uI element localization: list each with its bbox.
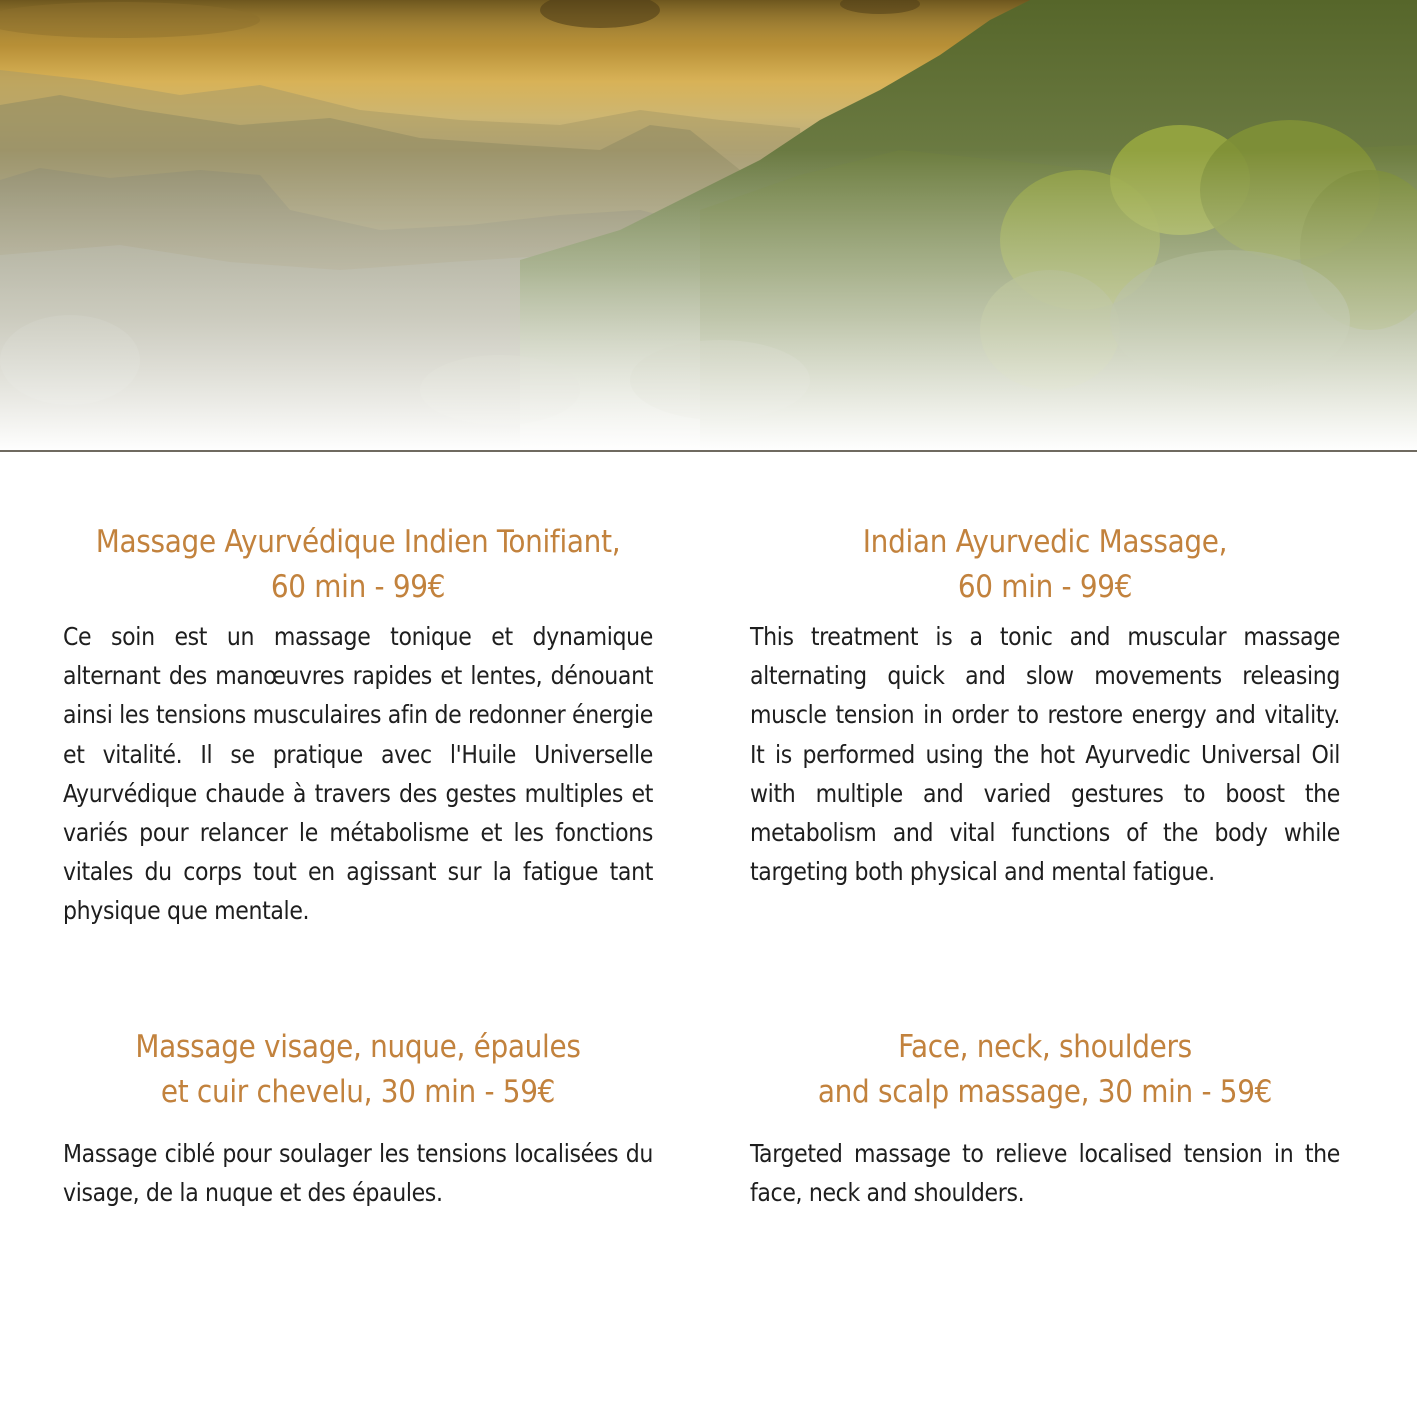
treatment-title-line1: Massage Ayurvédique Indien Tonifiant, [95, 524, 621, 560]
treatment-block-en-face-neck [750, 1025, 1340, 1212]
mountain-landscape-illustration [0, 0, 1417, 452]
treatment-title-line1: Indian Ayurvedic Massage, [862, 524, 1228, 560]
treatment-title [63, 1025, 653, 1115]
treatment-description: Massage ciblé pour soulager les tensions localisées du visage, de la nuque et des épaules. [63, 1139, 653, 1208]
treatment-description: Ce soin est un massage tonique et dynamique alternant des manœuvres rapides et lentes, dénouant ainsi les tensions musculaires afin de redonner énergie et vitalité. Il se pratique avec l'Huile Universelle Ayurvédique chaude à travers des gestes multiples et variés pour relancer le métabolisme et les fonctions vitales du corps tout en agissant sur la fatigue tant physique que mentale. [63, 622, 653, 926]
treatment-title-line2: 60 min - 99€ [270, 569, 446, 605]
treatment-title-line1: Massage visage, nuque, épaules [135, 1029, 581, 1065]
treatment-description: Targeted massage to relieve localised tension in the face, neck and shoulders. [750, 1139, 1340, 1208]
treatment-block-fr-ayurvedic [63, 520, 653, 931]
treatment-block-en-ayurvedic [750, 520, 1340, 891]
treatment-title-line2: and scalp massage, 30 min - 59€ [817, 1074, 1273, 1110]
hero-landscape-image [0, 0, 1417, 452]
treatment-title [750, 1025, 1340, 1115]
treatment-title [750, 520, 1340, 610]
treatment-title-line1: Face, neck, shoulders [898, 1029, 1192, 1065]
treatment-title-line2: 60 min - 99€ [957, 569, 1133, 605]
treatment-description: This treatment is a tonic and muscular massage alternating quick and slow movements releasing muscle tension in order to restore energy and vitality. It is performed using the hot Ayurvedic Universal Oil with multiple and varied gestures to boost the metabolism and vital functions of the body while targeting both physical and mental fatigue. [750, 622, 1340, 887]
hero-divider-line [0, 450, 1417, 452]
treatment-block-fr-face-neck [63, 1025, 653, 1212]
treatment-title-line2: et cuir chevelu, 30 min - 59€ [160, 1074, 556, 1110]
treatment-title [63, 520, 653, 610]
